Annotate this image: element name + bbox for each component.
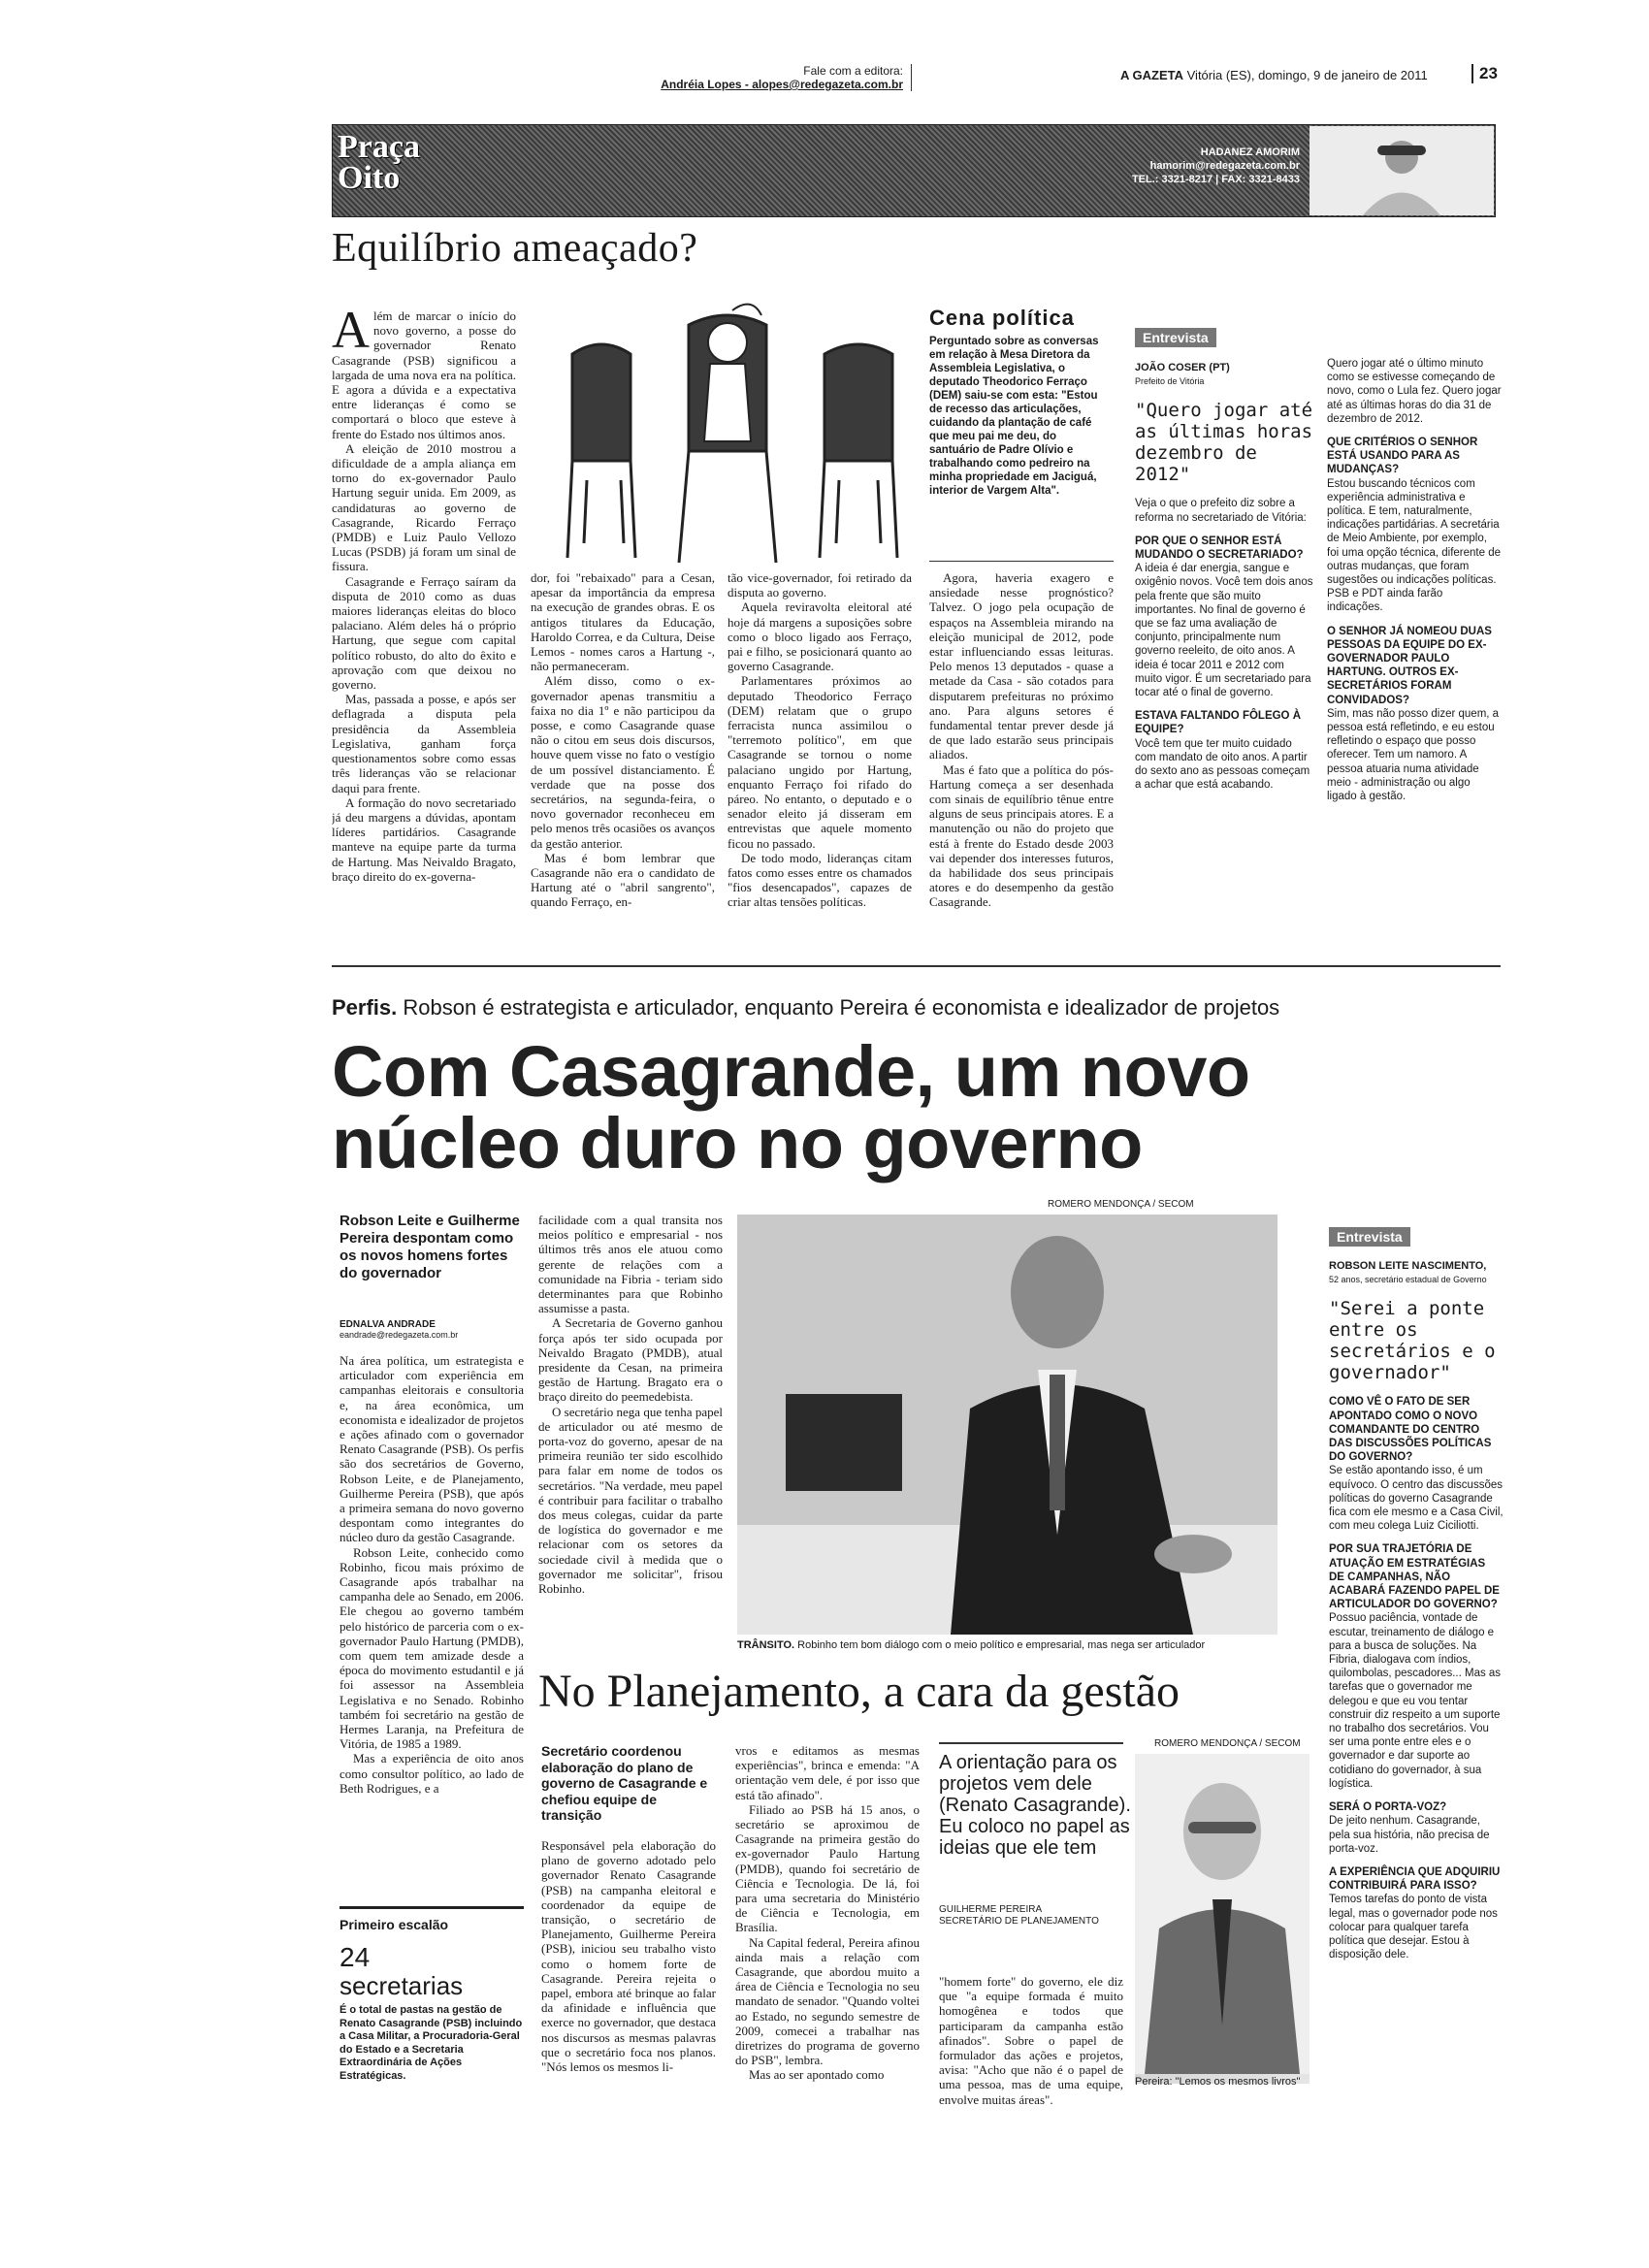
planning-paragraph: Filiado ao PSB há 15 anos, o secretário se aproximou de Casagrande na primeira gestão do ex-governador Paulo Hartung (PMDB), quando foi secretário de Ciência e Tecnologia. De lá, foi para uma secretaria do Ministério de Ciência e Tecnologia, em Brasília. (735, 1801, 920, 1935)
column-paragraph: Mas, passada a posse, e após ser deflagrada a disputa pela presidência da Assembleia Legislativa, ganham força questionamentos sobre como essas três lideranças vão se relacionar daqui para frente. (332, 692, 516, 795)
columnist-photo (1310, 126, 1494, 215)
photo-caption (737, 1639, 1280, 1651)
byline (340, 1319, 524, 1340)
column-author-block (1125, 146, 1300, 186)
page-number: 23 (1471, 64, 1510, 83)
planning-paragraph: "homem forte" do governo, ele diz que "a equipe formada é muito homogênea e todos que participaram da campanha estão afinados". Sobre o papel de formulador das ações e projetos, avisa: "Acho que não é o papel de uma pessoa, mas de uma equipe, envolve muitas áreas". (939, 1974, 1123, 2107)
interview-answer: Possuo paciência, vontade de escutar, treinamento de diálogo e para a busca de soluções. Na Fibria, dialogava com índios, quilombolas, pescadores... Mas as tarefas que o governador me delegou e que eu vou tentar construir diz respeito a um suporte no trabalho dos secretários. Vou ser uma ponte entre eles e o governador e dar suporte ao cotidiano do governador, à sua logística. (1329, 1612, 1502, 1790)
interview-tag: Entrevista (1135, 328, 1216, 347)
profile-paragraph: O secretário nega que tenha papel de articulador ou até mesmo de porta-voz do governo, apesar de na primeira reunião ter sido escolhido para falar em nome de todos os secretários. "Na verdade, meu papel é contribuir para facilitar o trabalho dos meus colegas, cuidar da parte de logística do governador e me relacionar com os setores da sociedade civil à medida que o governador me solicitar", frisou Robinho. (538, 1404, 723, 1597)
column-paragraph: Mas é bom lembrar que Casagrande não era o candidato de Hartung até o "abril sangrento", quando Ferraço, en- (531, 850, 715, 910)
interview-question: A EXPERIÊNCIA QUE ADQUIRIU CONTRIBUIRÁ PARA ISSO? (1329, 1865, 1501, 1893)
main-headline: Com Casagrande, um novo núcleo duro no governo (332, 1031, 1250, 1183)
divider (939, 1742, 1123, 1744)
interview-answer: Quero jogar até o último minuto como se estivesse começando de novo, como o Lula fez. Quero jogar até as últimas horas do dia 31 de dezembro de 2012. (1327, 358, 1502, 425)
column-paragraph: Aquela reviravolta eleitoral até hoje dá margens a suposições sobre como o bloco ligado aos Ferraço, pai e filho, se posicionará quanto ao governo Casagrande. (728, 599, 912, 674)
column-title: Praça Oito (338, 129, 420, 196)
planning-paragraph: Responsável pela elaboração do plano de governo adotado pelo governador Renato Casagrande (PSB) na campanha eleitoral e coordenador da equipe de transição, o secretário de Planejamento, Guilherme Pereira (PSB), iniciou seu trabalho visto como o homem forte de Casagrande. Pereira rejeita o papel, embora até brinque ao falar da afinidade e influência que exerce no governador, que destaca nos discursos as mesmas palavras que o secretário foca nos planos. "Nós lemos os mesmos li- (541, 1838, 716, 2075)
profile-subhead: Robson Leite e Guilherme Pereira despontam como os novos homens fortes do governador (340, 1213, 520, 1281)
quote-author-role: SECRETÁRIO DE PLANEJAMENTO (939, 1916, 1099, 1927)
caption-label: TRÂNSITO. (737, 1639, 795, 1651)
drop-cap: A (332, 308, 370, 359)
column-paragraph: A formação do novo secretariado já deu margens a dúvidas, apontam líderes partidários. Casagrande manteve na equipe parte da turma de Hartung. Mas Neivaldo Bragato, braço direito do ex-governa- (332, 794, 516, 884)
planning-text-col3 (939, 1974, 1123, 2120)
column-paragraph: De todo modo, lideranças citam fatos como esses entre os chamados "fios desencapados", capazes de criar altas tensões políticas. (728, 850, 912, 910)
profile-paragraph: facilidade com a qual transita nos meios político e empresarial - nos últimos três anos ele atuou como gerente de relações com a comunidade na Fibria - teriam sido determinantes para que Robinho assumisse a pasta. (538, 1213, 723, 1316)
interview-tag: Entrevista (1329, 1227, 1410, 1247)
interview-answer: Estou buscando técnicos com experiência administrativa e política. E tem, naturalmente, indicações partidárias. A secretária de Meio Ambiente, por exemplo, foi uma opção técnica, diferente de outras mudanças, que foram sugestões ou indicações políticas. PSB e PDT ainda farão indicações. (1327, 477, 1502, 614)
photo-credit: ROMERO MENDONÇA / SECOM (1048, 1199, 1194, 1210)
paper-dateline (1120, 68, 1470, 82)
contact-label: Fale com a editora: (803, 64, 903, 78)
pull-quote-author (939, 1904, 1133, 1928)
section-divider (332, 965, 1501, 967)
interview-answer: Se estão apontando isso, é um equívoco. O centro das discussões políticas do governo Casagrande fica com ele mesmo e a Casa Civil, com meu colega Luiz Ciciliotti. (1329, 1465, 1504, 1533)
interview-coser-col1 (1135, 361, 1314, 792)
planning-paragraph: vros e editamos as mesmas experiências", brinca e emenda: "A orientação vem dele, é por isso que está tão afinado". (735, 1743, 920, 1802)
cena-politica-text: Perguntado sobre as conversas em relação à Mesa Diretora da Assembleia Legislativa, o deputado Theodorico Ferraço (DEM) saiu-se com esta: "Estou de recesso das articulações, cuidando da plantação de café que meu pai me deu, do santuário de Padre Olívio e trabalhando como pedreiro na minha propriedade em Jaciguá, interior de Vargem Alta". (929, 336, 1099, 497)
column-headline: Equilíbrio ameaçado? (332, 226, 698, 271)
interview-answer: Sim, mas não posso dizer quem, a pessoa está refletindo, e eu estou refletindo o espaço que posso oferecer. Tem um namoro. A pessoa atuaria numa atividade meio - administração ou algo ligado à gestão. (1327, 707, 1500, 803)
column-text-col2 (531, 570, 715, 949)
robinho-photo (737, 1215, 1277, 1635)
column-phone: TEL.: 3321-8217 | FAX: 3321-8433 (1131, 174, 1300, 185)
man-portrait-photo-icon (1135, 1754, 1310, 2074)
profile-text-col2 (538, 1213, 723, 1649)
planning-paragraph: Mas ao ser apontado como (749, 2067, 885, 2083)
column-lead: lém de marcar o início do novo governo, a posse do governador Renato Casagrande (PSB) significou a largada de uma nova era na política. E agora a dúvida e a expectativa entre lideranças é como se comportará o bloco que esteve à frente do Estado nos últimos anos. (332, 308, 516, 441)
column-email: hamorim@redegazeta.com.br (1149, 160, 1300, 172)
planning-paragraph: Na Capital federal, Pereira afinou ainda mais a relação com Casagrande, que abordou muito a área de Ciência e Tecnologia no seu mandato de senador. "Quando voltei ao Estado, no segundo semestre de 2009, comecei a trabalhar nas diretrizes do programa de governo do PSB", lembra. (735, 1934, 920, 2068)
box-description: É o total de pastas na gestão de Renato Casagrande (PSB) incluindo a Casa Militar, a Procuradoria-Geral do Estado e a Secretaria Extraordinária de Ações Estratégicas. (340, 2004, 523, 2082)
photo-caption: Pereira: "Lemos os mesmos livros" (1135, 2076, 1301, 2088)
interviewee-name: JOÃO COSER (PT) (1135, 362, 1230, 373)
profile-paragraph: Mas a experiência de oito anos como consultor político, ao lado de Beth Rodrigues, e a (340, 1751, 524, 1796)
interview-question: O SENHOR JÁ NOMEOU DUAS PESSOAS DA EQUIPE DO EX-GOVERNADOR PAULO HARTUNG. OUTROS EX-SECRETÁRIOS FORAM CONVIDADOS? (1327, 625, 1492, 706)
column-paragraph: Além disso, como o ex-governador apenas transmitiu a faixa no dia 1º e não participou da posse, e como Casagrande quase não o citou em seus dois discursos, houve quem visse no fato o vestígio de um possível distanciamento. É verdade que na posse dos secretários, na segunda-feira, o novo governador reconheceu em pelo menos três ocasiões os avanços da gestão anterior. (531, 673, 715, 851)
interview-question: POR QUE O SENHOR ESTÁ MUDANDO O SECRETARIADO? (1135, 535, 1304, 562)
dateline: Vitória (ES), domingo, 9 de janeiro de 2011 (1186, 68, 1428, 82)
quote-author-name: GUILHERME PEREIRA (939, 1904, 1043, 1915)
paper-name: A GAZETA (1120, 68, 1183, 82)
pull-quote: A orientação para os projetos vem dele (Renato Casagrande). Eu coloco no papel as ideias que ele tem (939, 1752, 1131, 1859)
pereira-photo (1135, 1754, 1310, 2084)
interviewee-role: Prefeito de Vitória (1135, 376, 1205, 387)
caption-text: Robinho tem bom diálogo com o meio político e empresarial, mas nega ser articulador (797, 1639, 1206, 1651)
interview-quote: "Serei a ponte entre os secretários e o governador" (1329, 1298, 1496, 1384)
byline-email[interactable]: eandrade@redegazeta.com.br (340, 1330, 459, 1340)
column-text-col4 (929, 570, 1114, 949)
interviewee-role: 52 anos, secretário estadual de Governo (1329, 1275, 1487, 1285)
interview-quote: "Quero jogar até as últimas horas dezembro de 2012" (1135, 400, 1313, 486)
section-text: Robson é estrategista e articulador, enquanto Pereira é economista e idealizador de projetos (403, 995, 1280, 1020)
chairs-cartoon (543, 296, 926, 577)
interview-leite (1329, 1259, 1504, 2113)
section-label: Perfis. (332, 995, 398, 1020)
column-paragraph: dor, foi "rebaixado" para a Cesan, apesar da importância da empresa na execução de grandes obras. E os antigos titulares da Educação, Haroldo Correa, e da Cultura, Deise Lemos - nomes caros a Hartung -, não permaneceram. (531, 570, 715, 674)
profile-paragraph: Na área política, um estrategista e articulador com experiência em campanhas eleitorais e consultoria e, na área econômica, um economista e idealizador de projetos e ações afinado com o governador Renato Casagrande (PSB). Os perfis são dos secretários de Governo, Robson Leite, e de Planejamento, Guilherme Pereira (PSB), que após a primeira semana do novo governo despontam como integrantes do núcleo duro da gestão Casagrande. (340, 1353, 524, 1545)
column-text-col1 (332, 308, 516, 949)
photo-credit: ROMERO MENDONÇA / SECOM (1154, 1738, 1301, 1749)
interview-question: QUE CRITÉRIOS O SENHOR ESTÁ USANDO PARA AS MUDANÇAS? (1327, 437, 1478, 476)
interview-question: COMO VÊ O FATO DE SER APONTADO COMO O NOVO COMANDANTE DO CENTRO DAS DISCUSSÕES POLÍTICAS DO GOVERNO? (1329, 1396, 1492, 1464)
interview-answer: Você tem que ter muito cuidado com mandato de oito anos. A partir do sexto ano as pessoas começam a achar que está acabando. (1135, 737, 1310, 792)
man-at-desk-photo-icon (737, 1215, 1277, 1635)
interview-answer: De jeito nenhum. Casagrande, pela sua história, não precisa de porta-voz. (1329, 1815, 1490, 1855)
planning-headline: No Planejamento, a cara da gestão (538, 1666, 1180, 1717)
profile-paragraph: A Secretaria de Governo ganhou força após ter sido ocupada por Neivaldo Bragato (PMDB), atual presidente da Cesan, na primeira gestão de Hartung. Bragato era o braço direito do peemedebista. (538, 1315, 723, 1405)
divider (929, 561, 1114, 562)
interview-answer: Temos tarefas do ponto de vista legal, mas o governador pode nos colocar para qualquer tarefa política que desejar. Estou à disposição dele. (1329, 1894, 1498, 1961)
interview-coser-col2 (1327, 357, 1502, 803)
editor-contact (601, 64, 912, 91)
interview-question: SERÁ O PORTA-VOZ? (1329, 1801, 1447, 1814)
column-paragraph: Mas é fato que a política do pós-Hartung começa a ser desenhada com sinais de equilíbrio tênue entre alguns de seus principais atores. E a manutenção ou não do projeto que está à frente do Estado desde 2003 vai depender dos interesses futuros, da habilidade dos seus principais atores e do desempenho da gestão Casagrande. (929, 761, 1114, 910)
cena-politica-title: Cena política (929, 306, 1075, 330)
planning-text-col1 (541, 1838, 716, 2120)
byline-name: EDNALVA ANDRADE (340, 1319, 436, 1330)
interview-answer: A ideia é dar energia, sangue e oxigênio novos. Você tem dois anos pela frente que são muito importantes. No final de governo é que se faz uma avaliação de conjunto, principalmente num governo reeleito, de oito anos. A ideia é tocar 2011 e 2012 com muito vigor. É um secretariado para tocar até o final de governo. (1135, 563, 1313, 699)
box-label: secretarias (340, 1971, 464, 2000)
columnist-portrait-icon (1310, 126, 1494, 215)
column-author: HADANEZ AMORIM (1200, 146, 1300, 158)
column-paragraph: tão vice-governador, foi retirado da disputa ao governo. (728, 570, 912, 600)
box-title: Primeiro escalão (340, 1917, 449, 1932)
interviewee-name: ROBSON LEITE NASCIMENTO, (1329, 1260, 1487, 1272)
box-number: 24 (340, 1942, 371, 1972)
chairs-illustration-icon (543, 296, 926, 577)
interview-question: POR SUA TRAJETÓRIA DE ATUAÇÃO EM ESTRATÉGIAS DE CAMPANHAS, NÃO ACABARÁ FAZENDO PAPEL DE ARTICULADOR DO GOVERNO? (1329, 1543, 1500, 1611)
profile-section-kicker (332, 995, 1279, 1021)
column-paragraph: Agora, haveria exagero e ansiedade nesse prognóstico? Talvez. O jogo pela ocupação de espaços na Assembleia mirando na eleição municipal de 2012, pode estar influenciando essas leituras. Pelo menos 13 deputados - quase a metade da Casa - são cotados para disputarem prefeituras no próximo ano. Para alguns setores é fundamental tentar prever desde já de que lado estarão seus principais aliados. (929, 570, 1114, 762)
interview-intro: Veja o que o prefeito diz sobre a reforma no secretariado de Vitória: (1135, 498, 1307, 524)
column-paragraph: Parlamentares próximos ao deputado Theodorico Ferraço (DEM) relatam que o grupo ferracista nunca assimilou o "terremoto político", em que Casagrande se tornou o nome palaciano ungido por Hartung, enquanto Ferraço foi rifado do páreo. No entanto, o deputado e o senador eleito já disseram em entrevistas que aquele momento ficou no passado. (728, 673, 912, 851)
column-text-col3 (728, 570, 912, 949)
interview-question: ESTAVA FALTANDO FÔLEGO À EQUIPE? (1135, 710, 1302, 736)
profile-text-col1 (340, 1353, 524, 1892)
column-paragraph: Casagrande e Ferraço saíram da disputa de 2010 como as duas maiores lideranças eleitas do bloco palaciano. Além deles há o próprio Hartung, que segue com capital político robusto, do alto do êxito e aprovação com que deixou no governo. (332, 573, 516, 693)
planning-subhead: Secretário coordenou elaboração do plano de governo de Casagrande e chefiou equipe de transição (541, 1743, 708, 1823)
contact-name[interactable]: Andréia Lopes - alopes@redegazeta.com.br (661, 78, 903, 91)
profile-paragraph: Robson Leite, conhecido como Robinho, ficou mais próximo de Casagrande após trabalhar na campanha dele ao Senado, em 2006. Ele chegou ao governo também pelo histórico de parceria com o ex-governador Paulo Hartung (PMDB), com quem tem amizade desde a época do movimento estudantil e já foi assessor na Assembleia Legislativa e no Senado. Robinho também foi secretário na gestão de Hermes Laranja, na Prefeitura de Vitória, de 1985 a 1989. (340, 1544, 524, 1752)
secretariats-box (340, 1906, 524, 2083)
planning-text-col2 (735, 1743, 920, 2120)
column-paragraph: A eleição de 2010 mostrou a dificuldade de a ampla aliança em torno do ex-governador Paulo Hartung seguir unida. Em 2009, as candidaturas ao governo de Casagrande, Ricardo Ferraço (PMDB) e Luiz Paulo Vellozo Lucas (PSDB) já foram um sinal de fissura. (332, 440, 516, 574)
